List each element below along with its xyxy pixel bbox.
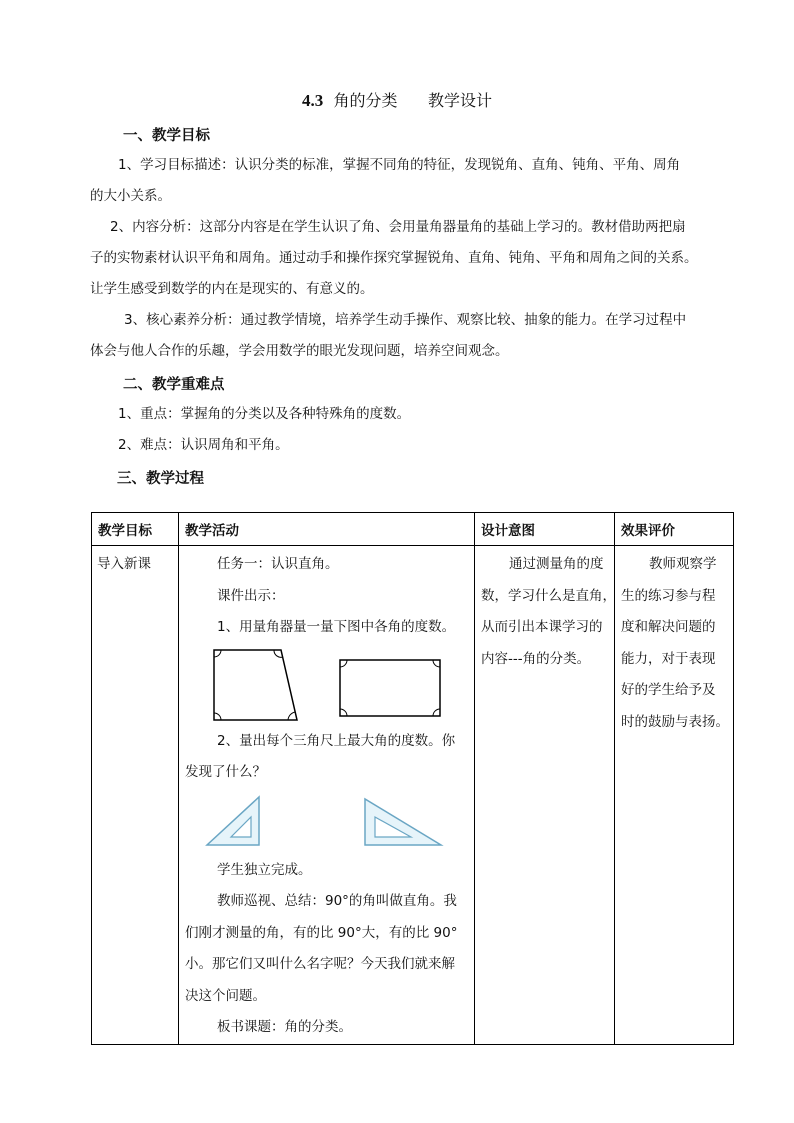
teaching-process-table (91, 512, 734, 1045)
evaluation-text: 生的练习参与程 (621, 587, 716, 604)
trapezoid-figure (214, 650, 297, 720)
evaluation-text: 能力，对于表现 (621, 650, 716, 667)
goal-2-paragraph (90, 212, 710, 305)
title-number: 4.3 (302, 91, 324, 110)
header-intent: 设计意图 (475, 513, 615, 546)
activity-cell (179, 546, 475, 1045)
set-square-2 (365, 799, 441, 845)
goal-3-paragraph (90, 305, 710, 367)
header-evaluation: 效果评价 (615, 513, 734, 546)
activity-show: 课件出示： (217, 587, 285, 604)
activity-summary: 决这个问题。 (185, 987, 266, 1004)
evaluation-text: 教师观察学 (649, 556, 717, 572)
activity-question-2: 发现了什么？ (185, 764, 266, 780)
goal-2-line: 让学生感受到数学的内在是现实的、有意义的。 (90, 281, 374, 297)
goal-1-line: 的大小关系。 (90, 188, 171, 204)
intent-text: 数，学习什么是直角， (481, 587, 616, 604)
goal-2-line: 子的实物素材认识平角和周角。通过动手和操作探究掌握锐角、直角、钝角、平角和周角之间的关系。 (90, 250, 698, 266)
difficult-point-text: 2、难点：认识周角和平角。 (118, 437, 289, 453)
intent-text: 从而引出本课学习的 (481, 619, 603, 635)
intent-text: 内容---角的分类。 (481, 650, 591, 667)
intent-text: 通过测量角的度 (509, 556, 604, 572)
quadrilateral-figures (185, 644, 468, 726)
title-text: 角的分类 教学设计 (323, 91, 492, 110)
goal-1-paragraph (90, 150, 710, 212)
goal-cell (92, 546, 179, 1045)
rectangle-figure (340, 660, 440, 716)
set-square-1 (207, 797, 259, 845)
evaluation-text: 度和解决问题的 (621, 619, 716, 635)
goal-cell-text: 导入新课 (97, 556, 151, 572)
activity-question-1: 1、用量角器量一量下图中各角的度数。 (217, 619, 456, 635)
evaluation-text: 好的学生给予及 (621, 682, 716, 698)
activity-summary: 小。那它们又叫什么名字呢？今天我们就来解 (185, 956, 455, 972)
set-squares-svg (185, 789, 475, 855)
document-title (0, 88, 794, 111)
activity-summary: 教师巡视、总结：90°的角叫做直角。我 (217, 893, 457, 909)
activity-summary: 们刚才测量的角，有的比 90°大，有的比 90° (185, 924, 458, 941)
table-header-row (92, 513, 734, 546)
intent-cell (475, 546, 615, 1045)
goal-1-line: 1、学习目标描述：认识分类的标准，掌握不同角的特征，发现锐角、直角、钝角、平角、周角 (118, 157, 681, 173)
header-goal: 教学目标 (92, 513, 179, 546)
evaluation-text: 时的鼓励与表扬。 (621, 713, 729, 730)
set-square-figures (185, 789, 468, 855)
section-heading-goals: 一、教学目标 (123, 128, 210, 144)
section-heading-key-points: 二、教学重难点 (123, 377, 225, 393)
key-point-line (118, 399, 738, 461)
quadrilaterals-svg (185, 644, 475, 726)
goal-2-line: 2、内容分析：这部分内容是在学生认识了角、会用量角器量角的基础上学习的。教材借助两把扇 (110, 219, 686, 235)
goal-3-line: 3、核心素养分析：通过教学情境，培养学生动手操作、观察比较、抽象的能力。在学习过程中 (124, 312, 687, 328)
table-row (92, 546, 734, 1045)
activity-independent: 学生独立完成。 (217, 861, 312, 878)
goal-3-line: 体会与他人合作的乐趣，学会用数学的眼光发现问题，培养空间观念。 (90, 343, 509, 359)
activity-question-2: 2、量出每个三角尺上最大角的度数。你 (217, 732, 456, 749)
key-point-text: 1、重点：掌握角的分类以及各种特殊角的度数。 (118, 406, 411, 422)
evaluation-cell (615, 546, 734, 1045)
header-activity: 教学活动 (179, 513, 475, 546)
activity-task: 任务一：认识直角。 (217, 556, 339, 572)
activity-board-title: 板书课题：角的分类。 (217, 1019, 352, 1035)
section-heading-process: 三、教学过程 (117, 471, 204, 487)
